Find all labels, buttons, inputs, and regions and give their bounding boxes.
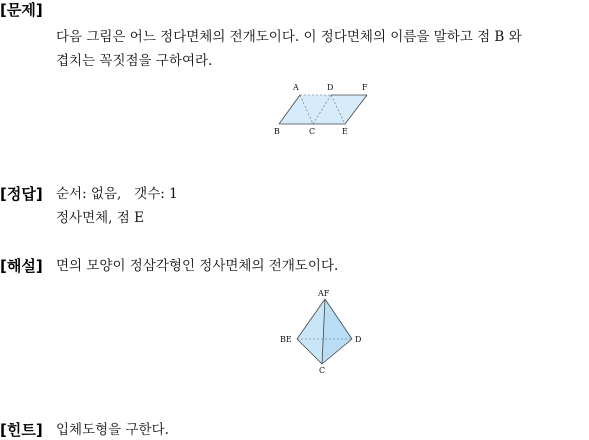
net-label-b: B [274, 127, 280, 136]
net-label-e: E [342, 127, 348, 136]
tetra-left-face [297, 299, 325, 364]
tetra-label-top: AF [318, 289, 330, 298]
tetrahedron-diagram [275, 287, 375, 377]
hint-label: [힌트] [0, 421, 43, 439]
explanation-text: 면의 모양이 정삼각형인 정사면체의 전개도이다. [56, 258, 339, 274]
problem-text-line2: 겹치는 꼭짓점을 구하여라. [56, 53, 213, 69]
answer-text-line2: 정사면체, 점 E [56, 210, 144, 226]
tetra-label-right: D [355, 335, 362, 344]
explanation-label: [해설] [0, 257, 43, 275]
tetra-right-face [322, 299, 352, 364]
tetra-label-bottom: C [319, 366, 326, 375]
answer-label: [정답] [0, 185, 43, 203]
net-label-f: F [362, 83, 368, 92]
net-parallelogram [279, 95, 367, 124]
problem-label: [문제] [0, 1, 43, 19]
net-label-a: A [293, 83, 299, 92]
net-diagram [268, 80, 378, 140]
tetra-label-left: BE [280, 335, 292, 344]
hint-text: 입체도형을 구한다. [56, 422, 169, 438]
net-label-c: C [309, 127, 316, 136]
problem-text-line1: 다음 그림은 어느 정다면체의 전개도이다. 이 정다면체의 이름을 말하고 점 B 와 [56, 29, 522, 45]
net-label-d: D [327, 83, 334, 92]
answer-text-line1: 순서: 없음, 갯수: 1 [56, 186, 178, 202]
